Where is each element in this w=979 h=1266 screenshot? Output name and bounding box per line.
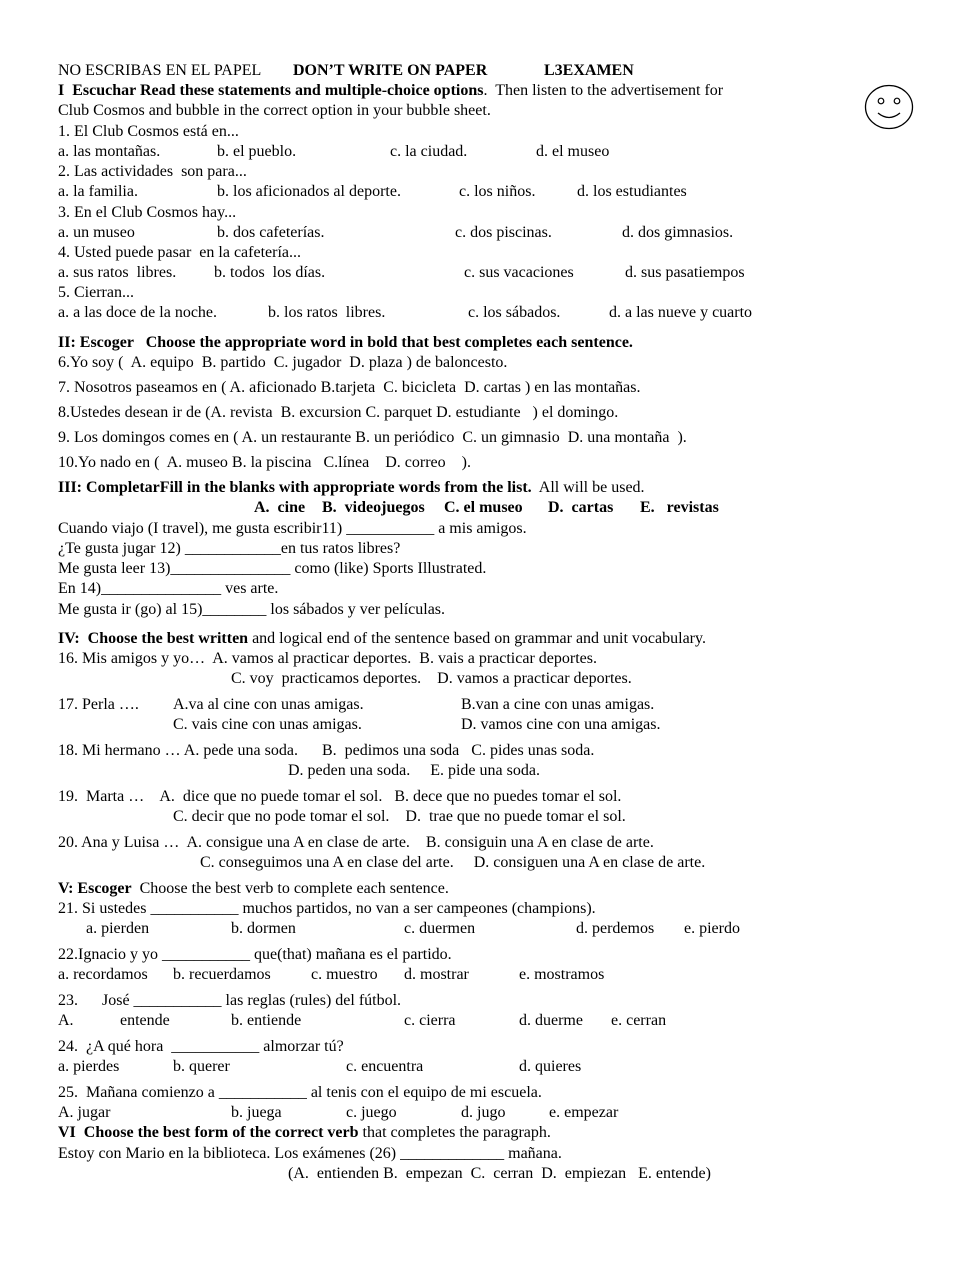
q1-stem: 1. El Club Cosmos está en... xyxy=(58,123,239,140)
q4-option-d: d. sus pasatiempos xyxy=(625,264,745,281)
q2-option-b: b. los aficionados al deporte. xyxy=(217,183,401,200)
q24-option-d: d. quieres xyxy=(519,1058,582,1075)
q5-option-a: a. a las doce de la noche. xyxy=(58,304,218,321)
q2-option-a: a. la familia. xyxy=(58,183,138,200)
q21-option-a: a. pierden xyxy=(86,920,150,937)
q23-number: 23. xyxy=(58,992,78,1009)
q1-option-b: b. el pueblo. xyxy=(217,143,297,160)
q5-stem: 5. Cierran... xyxy=(58,284,134,301)
section-1-intro-2: Club Cosmos and bubble in the correct option in your bubble sheet. xyxy=(58,102,491,119)
q3-option-d: d. dos gimnasios. xyxy=(622,224,734,241)
section-3-heading xyxy=(58,478,645,498)
q12: ¿Te gusta jugar 12) ____________en tus ratos libres? xyxy=(58,540,401,557)
q15: Me gusta ir (go) al 15)________ los sábados y ver películas. xyxy=(58,601,446,618)
q22-option-a: a. recordamos xyxy=(58,966,148,983)
q20-line-2: C. conseguimos una A en clase del arte. D. consiguen una A en clase de arte. xyxy=(200,854,706,871)
q3-option-a: a. un museo xyxy=(58,224,135,241)
q22-option-b: b. recuerdamos xyxy=(173,966,271,983)
q5-option-c: c. los sábados. xyxy=(468,304,561,321)
word-bank-d: D. cartas xyxy=(548,499,614,516)
q25-option-b: b. juega xyxy=(231,1104,282,1121)
section-4-heading xyxy=(58,629,706,649)
section-5-title: V: Escoger xyxy=(58,880,132,897)
word-bank-a: A. cine xyxy=(254,499,306,516)
q26-paragraph: Estoy con Mario en la biblioteca. Los exámenes (26) _____________ mañana. xyxy=(58,1145,562,1162)
section-4-title: IV: Choose the best written xyxy=(58,630,249,647)
q24-option-b: b. querer xyxy=(173,1058,230,1075)
q25-option-a: A. jugar xyxy=(58,1104,111,1121)
q4-stem: 4. Usted puede pasar en la cafetería... xyxy=(58,244,301,261)
q16-line-1: 16. Mis amigos y yo… A. vamos al practicar deportes. B. vais a practicar deportes. xyxy=(58,650,597,667)
section-3-title: III: CompletarFill in the blanks with appropriate words from the list. xyxy=(58,479,532,496)
section-5-title-tail: Choose the best verb to complete each sentence. xyxy=(131,880,449,897)
q17-stem: 17. Perla …. xyxy=(58,696,139,713)
q6: 6.Yo soy ( A. equipo B. partido C. jugador D. plaza ) de baloncesto. xyxy=(58,354,508,371)
section-1-heading xyxy=(58,81,723,101)
section-1-intro-1: . Then listen to the advertisement for xyxy=(483,82,724,99)
section-2-title: II: Escoger Choose the appropriate word in bold that best completes each sentence. xyxy=(58,334,633,351)
q25-option-c: c. juego xyxy=(346,1104,397,1121)
q4-option-a: a. sus ratos libres. xyxy=(58,264,177,281)
q24-option-a: a. pierdes xyxy=(58,1058,120,1075)
q2-stem: 2. Las actividades son para... xyxy=(58,163,247,180)
q9: 9. Los domingos comes en ( A. un restaurante B. un periódico C. un gimnasio D. una montaña ). xyxy=(58,429,687,446)
q2-option-d: d. los estudiantes xyxy=(577,183,687,200)
q2-option-c: c. los niños. xyxy=(459,183,536,200)
section-5-heading xyxy=(58,879,449,899)
section-1-title: I Escuchar Read these statements and multiple-choice options xyxy=(58,82,484,99)
section-6-title: VI Choose the best form of the correct verb xyxy=(58,1124,359,1141)
q23-option-a-letter: A. xyxy=(58,1012,74,1029)
q5-option-d: d. a las nueve y cuarto xyxy=(609,304,753,321)
q22-option-c: c. muestro xyxy=(311,966,378,983)
section-6-heading xyxy=(58,1123,551,1143)
q7: 7. Nosotros paseamos en ( A. aficionado B.tarjeta C. bicicleta D. cartas ) en las montañas. xyxy=(58,379,641,396)
word-bank-c: C. el museo xyxy=(444,499,523,516)
q25-stem: 25. Mañana comienzo a ___________ al tenis con el equipo de mi escuela. xyxy=(58,1084,542,1101)
q23-option-d: d. duerme xyxy=(519,1012,583,1029)
q21-option-e: e. pierdo xyxy=(684,920,740,937)
word-bank-e: E. revistas xyxy=(640,499,719,516)
word-bank-b: B. videojuegos xyxy=(322,499,425,516)
q1-option-a: a. las montañas. xyxy=(58,143,161,160)
q4-option-b: b. todos los días. xyxy=(214,264,326,281)
q20-line-1: 20. Ana y Luisa … A. consigue una A en clase de arte. B. consiguin una A en clase de arte. xyxy=(58,834,654,851)
no-escribas: NO ESCRIBAS EN EL PAPEL xyxy=(58,62,262,79)
dont-write: DON’T WRITE ON PAPER xyxy=(293,62,488,79)
q5-option-b: b. los ratos libres. xyxy=(268,304,386,321)
q24-stem: 24. ¿A qué hora ___________ almorzar tú? xyxy=(58,1038,344,1055)
q8: 8.Ustedes desean ir de (A. revista B. excursion C. parquet D. estudiante ) el domingo. xyxy=(58,404,619,421)
q23-stem: José ___________ las reglas (rules) del fútbol. xyxy=(102,992,402,1009)
q19-line-2: C. decir que no pode tomar el sol. D. trae que no puede tomar el sol. xyxy=(173,808,626,825)
q16-line-2: C. voy practicamos deportes. D. vamos a practicar deportes. xyxy=(231,670,632,687)
q22-option-d: d. mostrar xyxy=(404,966,469,983)
exam-code: L3EXAMEN xyxy=(544,62,634,79)
q17-option-b: B.van a cine con unas amigas. xyxy=(461,696,655,713)
q18-line-1: 18. Mi hermano … A. pede una soda. B. pedimos una soda C. pides unas soda. xyxy=(58,742,595,759)
section-3-title-tail: All will be used. xyxy=(531,479,645,496)
exam-header xyxy=(58,61,634,81)
q19-line-1: 19. Marta … A. dice que no puede tomar el sol. B. dece que no puedes tomar el sol. xyxy=(58,788,622,805)
q10: 10.Yo nado en ( A. museo B. la piscina C.línea D. correo ). xyxy=(58,454,471,471)
q25-option-d: d. jugo xyxy=(461,1104,506,1121)
q22-option-e: e. mostramos xyxy=(519,966,605,983)
q21-option-d: d. perdemos xyxy=(576,920,655,937)
q23-option-e: e. cerran xyxy=(611,1012,667,1029)
q1-option-d: d. el museo xyxy=(536,143,610,160)
q25-option-e: e. empezar xyxy=(549,1104,619,1121)
q21-stem: 21. Si ustedes ___________ muchos partidos, no van a ser campeones (champions). xyxy=(58,900,596,917)
q3-option-b: b. dos cafeterías. xyxy=(217,224,325,241)
q24-option-c: c. encuentra xyxy=(346,1058,424,1075)
q21-option-b: b. dormen xyxy=(231,920,296,937)
q18-line-2: D. peden una soda. E. pide una soda. xyxy=(288,762,540,779)
q23-option-c: c. cierra xyxy=(404,1012,456,1029)
q22-stem: 22.Ignacio y yo ___________ que(that) mañana es el partido. xyxy=(58,946,452,963)
q21-option-c: c. duermen xyxy=(404,920,476,937)
section-6-title-tail: that completes the paragraph. xyxy=(358,1124,551,1141)
q4-option-c: c. sus vacaciones xyxy=(464,264,574,281)
q17-option-c: C. vais cine con unas amigas. xyxy=(173,716,362,733)
q3-option-c: c. dos piscinas. xyxy=(455,224,552,241)
q23-option-b: b. entiende xyxy=(231,1012,302,1029)
q1-option-c: c. la ciudad. xyxy=(390,143,468,160)
q14: En 14)_______________ ves arte. xyxy=(58,580,279,597)
smiley-face-icon xyxy=(864,84,914,130)
q17-option-a: A.va al cine con unas amigas. xyxy=(173,696,364,713)
q13: Me gusta leer 13)_______________ como (like) Sports Illustrated. xyxy=(58,560,487,577)
q17-option-d: D. vamos cine con una amigas. xyxy=(461,716,661,733)
q3-stem: 3. En el Club Cosmos hay... xyxy=(58,204,237,221)
q26-options: (A. entienden B. empezan C. cerran D. empiezan E. entende) xyxy=(288,1165,711,1182)
q11: Cuando viajo (I travel), me gusta escribir11) ___________ a mis amigos. xyxy=(58,520,527,537)
q23-option-a-text: entende xyxy=(120,1012,170,1029)
section-4-title-tail: and logical end of the sentence based on grammar and unit vocabulary. xyxy=(248,630,706,647)
